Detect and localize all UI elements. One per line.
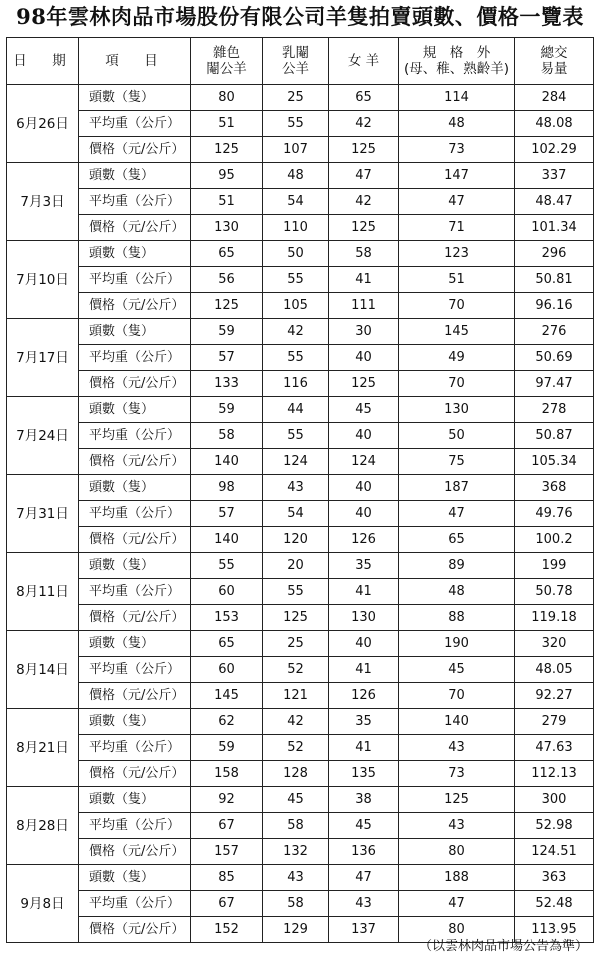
value-cell: 125 [329, 137, 399, 163]
table-body [7, 85, 594, 943]
value-cell: 190 [399, 631, 515, 657]
value-cell: 278 [515, 397, 594, 423]
item-label-cell: 頭數（隻） [79, 709, 191, 735]
value-cell: 80 [191, 85, 263, 111]
value-cell: 43 [263, 865, 329, 891]
value-cell: 40 [329, 345, 399, 371]
table-row [7, 657, 594, 683]
value-cell: 30 [329, 319, 399, 345]
value-cell: 55 [263, 111, 329, 137]
value-cell: 35 [329, 553, 399, 579]
table-row [7, 475, 594, 501]
value-cell: 112.13 [515, 761, 594, 787]
value-cell: 45 [329, 397, 399, 423]
value-cell: 123 [399, 241, 515, 267]
value-cell: 279 [515, 709, 594, 735]
value-cell: 41 [329, 735, 399, 761]
value-cell: 47.63 [515, 735, 594, 761]
value-cell: 48 [399, 111, 515, 137]
value-cell: 125 [191, 137, 263, 163]
value-cell: 50 [263, 241, 329, 267]
footer-note: （以雲林肉品市場公告為準） [418, 939, 588, 954]
value-cell: 40 [329, 423, 399, 449]
table-row [7, 397, 594, 423]
table-row [7, 241, 594, 267]
item-label-cell: 價格（元/公斤） [79, 605, 191, 631]
value-cell: 52 [263, 657, 329, 683]
value-cell: 51 [191, 111, 263, 137]
value-cell: 126 [329, 527, 399, 553]
item-label-cell: 頭數（隻） [79, 553, 191, 579]
table-row [7, 683, 594, 709]
value-cell: 111 [329, 293, 399, 319]
item-label-cell: 價格（元/公斤） [79, 293, 191, 319]
date-cell: 7月31日 [7, 475, 79, 553]
table-row [7, 319, 594, 345]
value-cell: 56 [191, 267, 263, 293]
header-total-line2: 易量 [540, 61, 568, 77]
value-cell: 300 [515, 787, 594, 813]
value-cell: 58 [263, 813, 329, 839]
header-mixed-wether-line2: 閹公羊 [206, 61, 247, 77]
item-label-cell: 平均重（公斤） [79, 891, 191, 917]
value-cell: 49.76 [515, 501, 594, 527]
date-cell: 6月26日 [7, 85, 79, 163]
value-cell: 41 [329, 267, 399, 293]
value-cell: 125 [191, 293, 263, 319]
value-cell: 52.98 [515, 813, 594, 839]
value-cell: 43 [263, 475, 329, 501]
item-label-cell: 頭數（隻） [79, 241, 191, 267]
value-cell: 107 [263, 137, 329, 163]
item-label-cell: 頭數（隻） [79, 163, 191, 189]
page-title: 98年雲林肉品市場股份有限公司羊隻拍賣頭數、價格一覽表 [16, 4, 584, 29]
value-cell: 65 [399, 527, 515, 553]
value-cell: 126 [329, 683, 399, 709]
table-row [7, 735, 594, 761]
value-cell: 80 [399, 917, 515, 943]
header-total-line1: 總交 [540, 45, 568, 61]
value-cell: 35 [329, 709, 399, 735]
value-cell: 276 [515, 319, 594, 345]
value-cell: 296 [515, 241, 594, 267]
value-cell: 70 [399, 293, 515, 319]
value-cell: 44 [263, 397, 329, 423]
value-cell: 130 [329, 605, 399, 631]
value-cell: 105 [263, 293, 329, 319]
value-cell: 40 [329, 475, 399, 501]
item-label-cell: 平均重（公斤） [79, 189, 191, 215]
value-cell: 47 [329, 865, 399, 891]
item-label-cell: 價格（元/公斤） [79, 917, 191, 943]
item-label-cell: 平均重（公斤） [79, 111, 191, 137]
value-cell: 25 [263, 85, 329, 111]
table-row [7, 215, 594, 241]
table-row [7, 787, 594, 813]
header-date: 日 期 [7, 38, 79, 85]
value-cell: 58 [329, 241, 399, 267]
table-row [7, 449, 594, 475]
value-cell: 92 [191, 787, 263, 813]
table-row [7, 813, 594, 839]
value-cell: 52.48 [515, 891, 594, 917]
header-mixed-wether-line1: 雜色 [213, 45, 240, 61]
table-row [7, 137, 594, 163]
value-cell: 50.78 [515, 579, 594, 605]
value-cell: 42 [329, 111, 399, 137]
value-cell: 130 [191, 215, 263, 241]
value-cell: 100.2 [515, 527, 594, 553]
value-cell: 50.87 [515, 423, 594, 449]
header-row [7, 38, 594, 85]
value-cell: 45 [399, 657, 515, 683]
table-row [7, 891, 594, 917]
value-cell: 59 [191, 735, 263, 761]
item-label-cell: 價格（元/公斤） [79, 683, 191, 709]
value-cell: 73 [399, 137, 515, 163]
table-row [7, 839, 594, 865]
value-cell: 59 [191, 397, 263, 423]
date-cell: 7月17日 [7, 319, 79, 397]
value-cell: 65 [191, 631, 263, 657]
value-cell: 55 [191, 553, 263, 579]
item-label-cell: 頭數（隻） [79, 319, 191, 345]
value-cell: 124 [329, 449, 399, 475]
value-cell: 128 [263, 761, 329, 787]
date-cell: 7月3日 [7, 163, 79, 241]
value-cell: 133 [191, 371, 263, 397]
table-row [7, 527, 594, 553]
item-label-cell: 平均重（公斤） [79, 813, 191, 839]
table-row [7, 267, 594, 293]
value-cell: 137 [329, 917, 399, 943]
value-cell: 147 [399, 163, 515, 189]
value-cell: 125 [329, 215, 399, 241]
value-cell: 59 [191, 319, 263, 345]
value-cell: 50.69 [515, 345, 594, 371]
table-row [7, 579, 594, 605]
table-row [7, 85, 594, 111]
value-cell: 41 [329, 657, 399, 683]
value-cell: 57 [191, 501, 263, 527]
table-row [7, 865, 594, 891]
header-item: 項 目 [79, 38, 191, 85]
item-label-cell: 平均重（公斤） [79, 579, 191, 605]
value-cell: 363 [515, 865, 594, 891]
value-cell: 55 [263, 579, 329, 605]
item-label-cell: 頭數（隻） [79, 397, 191, 423]
value-cell: 125 [263, 605, 329, 631]
value-cell: 80 [399, 839, 515, 865]
value-cell: 96.16 [515, 293, 594, 319]
value-cell: 102.29 [515, 137, 594, 163]
value-cell: 105.34 [515, 449, 594, 475]
value-cell: 25 [263, 631, 329, 657]
value-cell: 51 [399, 267, 515, 293]
value-cell: 67 [191, 891, 263, 917]
value-cell: 140 [399, 709, 515, 735]
item-label-cell: 平均重（公斤） [79, 267, 191, 293]
value-cell: 65 [329, 85, 399, 111]
value-cell: 42 [263, 319, 329, 345]
value-cell: 158 [191, 761, 263, 787]
value-cell: 129 [263, 917, 329, 943]
value-cell: 116 [263, 371, 329, 397]
header-off-spec-line1: 規 格 外 [422, 45, 491, 61]
value-cell: 368 [515, 475, 594, 501]
value-cell: 124.51 [515, 839, 594, 865]
value-cell: 188 [399, 865, 515, 891]
value-cell: 140 [191, 449, 263, 475]
item-label-cell: 價格（元/公斤） [79, 839, 191, 865]
value-cell: 125 [329, 371, 399, 397]
date-cell: 9月8日 [7, 865, 79, 943]
value-cell: 40 [329, 501, 399, 527]
value-cell: 145 [399, 319, 515, 345]
value-cell: 120 [263, 527, 329, 553]
value-cell: 284 [515, 85, 594, 111]
value-cell: 124 [263, 449, 329, 475]
value-cell: 85 [191, 865, 263, 891]
value-cell: 47 [399, 501, 515, 527]
value-cell: 320 [515, 631, 594, 657]
value-cell: 47 [399, 891, 515, 917]
value-cell: 43 [329, 891, 399, 917]
item-label-cell: 價格（元/公斤） [79, 215, 191, 241]
value-cell: 50 [399, 423, 515, 449]
header-dairy-wether-line2: 公羊 [282, 61, 309, 77]
table-row [7, 605, 594, 631]
value-cell: 48.08 [515, 111, 594, 137]
value-cell: 71 [399, 215, 515, 241]
item-label-cell: 頭數（隻） [79, 787, 191, 813]
value-cell: 153 [191, 605, 263, 631]
table-row [7, 709, 594, 735]
value-cell: 49 [399, 345, 515, 371]
value-cell: 140 [191, 527, 263, 553]
value-cell: 145 [191, 683, 263, 709]
value-cell: 75 [399, 449, 515, 475]
value-cell: 57 [191, 345, 263, 371]
header-off-spec [399, 38, 515, 85]
value-cell: 187 [399, 475, 515, 501]
value-cell: 98 [191, 475, 263, 501]
table-row [7, 553, 594, 579]
value-cell: 73 [399, 761, 515, 787]
value-cell: 119.18 [515, 605, 594, 631]
value-cell: 20 [263, 553, 329, 579]
date-cell: 8月14日 [7, 631, 79, 709]
item-label-cell: 頭數（隻） [79, 85, 191, 111]
value-cell: 135 [329, 761, 399, 787]
header-female: 女 羊 [329, 38, 399, 85]
value-cell: 41 [329, 579, 399, 605]
value-cell: 58 [263, 891, 329, 917]
value-cell: 199 [515, 553, 594, 579]
value-cell: 38 [329, 787, 399, 813]
value-cell: 48 [263, 163, 329, 189]
value-cell: 50.81 [515, 267, 594, 293]
value-cell: 110 [263, 215, 329, 241]
value-cell: 113.95 [515, 917, 594, 943]
header-total [515, 38, 594, 85]
item-label-cell: 平均重（公斤） [79, 423, 191, 449]
item-label-cell: 平均重（公斤） [79, 657, 191, 683]
value-cell: 67 [191, 813, 263, 839]
value-cell: 152 [191, 917, 263, 943]
value-cell: 62 [191, 709, 263, 735]
value-cell: 51 [191, 189, 263, 215]
value-cell: 54 [263, 189, 329, 215]
value-cell: 42 [263, 709, 329, 735]
value-cell: 54 [263, 501, 329, 527]
value-cell: 43 [399, 735, 515, 761]
value-cell: 45 [263, 787, 329, 813]
table-row [7, 293, 594, 319]
value-cell: 157 [191, 839, 263, 865]
table-row [7, 345, 594, 371]
header-off-spec-line2: (母、稚、熟齡羊) [403, 61, 510, 77]
table-row [7, 111, 594, 137]
table-row [7, 371, 594, 397]
value-cell: 125 [399, 787, 515, 813]
item-label-cell: 平均重（公斤） [79, 735, 191, 761]
item-label-cell: 頭數（隻） [79, 865, 191, 891]
item-label-cell: 價格（元/公斤） [79, 761, 191, 787]
item-label-cell: 平均重（公斤） [79, 501, 191, 527]
value-cell: 337 [515, 163, 594, 189]
value-cell: 88 [399, 605, 515, 631]
value-cell: 95 [191, 163, 263, 189]
table-row [7, 423, 594, 449]
item-label-cell: 頭數（隻） [79, 631, 191, 657]
item-label-cell: 價格（元/公斤） [79, 371, 191, 397]
item-label-cell: 平均重（公斤） [79, 345, 191, 371]
value-cell: 40 [329, 631, 399, 657]
date-cell: 8月11日 [7, 553, 79, 631]
value-cell: 65 [191, 241, 263, 267]
value-cell: 58 [191, 423, 263, 449]
value-cell: 92.27 [515, 683, 594, 709]
table-row [7, 189, 594, 215]
value-cell: 70 [399, 371, 515, 397]
value-cell: 97.47 [515, 371, 594, 397]
value-cell: 43 [399, 813, 515, 839]
table-row [7, 631, 594, 657]
value-cell: 70 [399, 683, 515, 709]
value-cell: 42 [329, 189, 399, 215]
item-label-cell: 價格（元/公斤） [79, 449, 191, 475]
value-cell: 60 [191, 579, 263, 605]
value-cell: 136 [329, 839, 399, 865]
value-cell: 89 [399, 553, 515, 579]
header-dairy-wether-line1: 乳閹 [282, 45, 309, 61]
value-cell: 121 [263, 683, 329, 709]
item-label-cell: 頭數（隻） [79, 475, 191, 501]
date-cell: 8月28日 [7, 787, 79, 865]
value-cell: 48.47 [515, 189, 594, 215]
value-cell: 132 [263, 839, 329, 865]
value-cell: 52 [263, 735, 329, 761]
value-cell: 55 [263, 267, 329, 293]
date-cell: 7月10日 [7, 241, 79, 319]
auction-table [6, 37, 594, 943]
value-cell: 130 [399, 397, 515, 423]
date-cell: 7月24日 [7, 397, 79, 475]
item-label-cell: 價格（元/公斤） [79, 137, 191, 163]
value-cell: 55 [263, 423, 329, 449]
value-cell: 114 [399, 85, 515, 111]
value-cell: 48 [399, 579, 515, 605]
table-row [7, 163, 594, 189]
value-cell: 48.05 [515, 657, 594, 683]
value-cell: 101.34 [515, 215, 594, 241]
item-label-cell: 價格（元/公斤） [79, 527, 191, 553]
table-row [7, 761, 594, 787]
value-cell: 47 [329, 163, 399, 189]
date-cell: 8月21日 [7, 709, 79, 787]
value-cell: 47 [399, 189, 515, 215]
value-cell: 60 [191, 657, 263, 683]
value-cell: 55 [263, 345, 329, 371]
header-dairy-wether [263, 38, 329, 85]
header-mixed-wether [191, 38, 263, 85]
table-row [7, 501, 594, 527]
value-cell: 45 [329, 813, 399, 839]
